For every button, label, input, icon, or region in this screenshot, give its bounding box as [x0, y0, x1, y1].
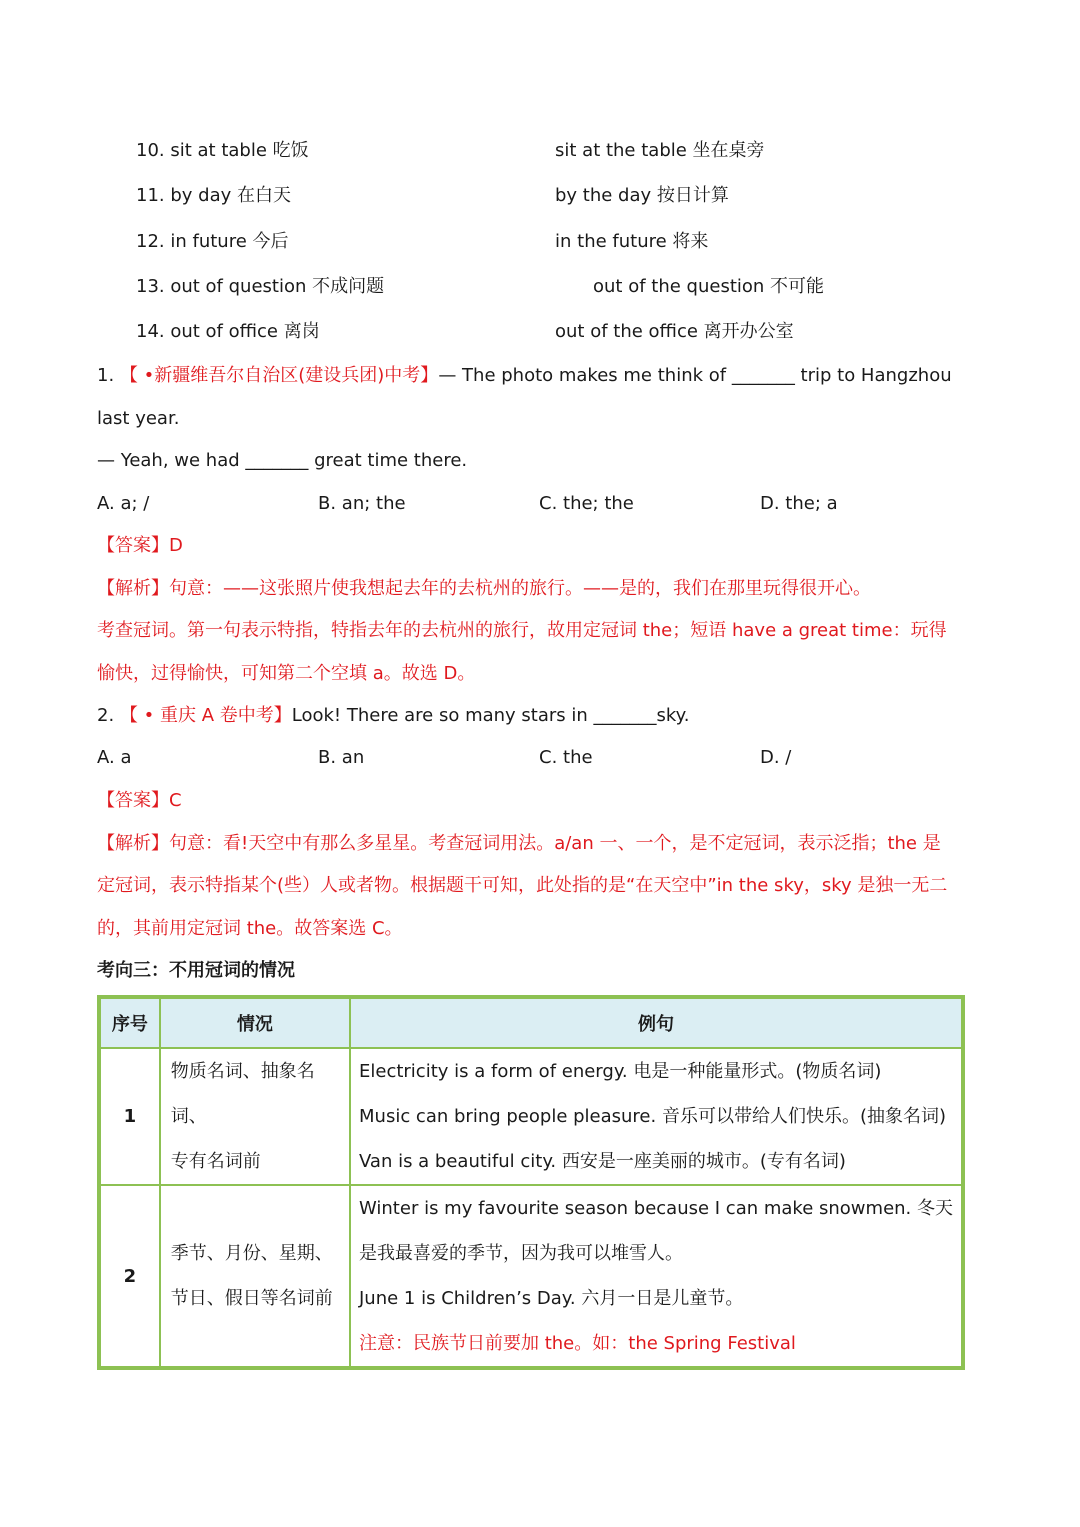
row-examples — [350, 1048, 963, 1185]
row-number: 2 — [99, 1185, 160, 1368]
note-text: 注意：民族节日前要加 the。如：the Spring Festival — [359, 1333, 796, 1354]
option-b: B. an; the — [318, 493, 406, 514]
answer: 【答案】C — [97, 790, 182, 811]
question-number: 2. — [97, 705, 115, 726]
phrase-left: 14. out of office 离岗 — [136, 321, 320, 342]
example-sentence: Winter is my favourite season because I can make snowmen. 冬天 — [359, 1198, 953, 1219]
table-header-row — [99, 997, 963, 1048]
question-source: 【 • 重庆 A 卷中考】 — [119, 705, 292, 726]
question-1-stem — [97, 363, 952, 389]
phrase-right: out of the question 不可能 — [593, 276, 825, 297]
question-number: 1. — [97, 365, 115, 386]
column-header-number: 序号 — [99, 997, 160, 1048]
example-sentence: Van is a beautiful city. 西安是一座美丽的城市。(专有名词) — [359, 1151, 846, 1172]
option-d: D. / — [760, 747, 792, 768]
question-text: last year. — [97, 408, 180, 429]
example-sentence: Electricity is a form of energy. 电是一种能量形式。(物质名词) — [359, 1061, 882, 1082]
analysis-line: 考查冠词。第一句表示特指，特指去年的去杭州的旅行，故用定冠词 the；短语 have a great time：玩得 — [97, 620, 947, 641]
analysis-line: 愉快，过得愉快，可知第二个空填 a。故选 D。 — [97, 663, 476, 684]
phrase-row — [0, 319, 1080, 345]
option-d: D. the; a — [760, 493, 838, 514]
row-examples — [350, 1185, 963, 1368]
phrase-right: sit at the table 坐在桌旁 — [555, 140, 765, 161]
question-text: Look! There are so many stars in _______sky. — [291, 705, 690, 726]
table-row — [99, 1048, 963, 1185]
analysis-line: 【解析】句意：看!天空中有那么多星星。考查冠词用法。a/an 一、一个，是不定冠词，表示泛指；the 是 — [97, 833, 941, 854]
column-header-examples: 例句 — [350, 997, 963, 1048]
option-c: C. the — [539, 747, 593, 768]
option-a: A. a; / — [97, 493, 150, 514]
phrase-left: 11. by day 在白天 — [136, 185, 291, 206]
example-sentence: 是我最喜爱的季节，因为我可以堆雪人。 — [359, 1243, 683, 1264]
table-row — [99, 1185, 963, 1368]
phrase-right: by the day 按日计算 — [555, 185, 729, 206]
question-2-stem — [97, 703, 689, 729]
phrase-right: in the future 将来 — [555, 231, 709, 252]
article-rules-table — [97, 995, 965, 1370]
phrase-left: 12. in future 今后 — [136, 231, 289, 252]
analysis-line: 的，其前用定冠词 the。故答案选 C。 — [97, 918, 403, 939]
phrase-row — [0, 183, 1080, 209]
phrase-row — [0, 274, 1080, 300]
phrase-row — [0, 138, 1080, 164]
question-text: — Yeah, we had _______ great time there. — [97, 450, 468, 471]
option-c: C. the; the — [539, 493, 634, 514]
option-b: B. an — [318, 747, 365, 768]
row-case — [160, 1185, 350, 1368]
row-case — [160, 1048, 350, 1185]
option-a: A. a — [97, 747, 132, 768]
answer: 【答案】D — [97, 535, 183, 556]
question-text: — The photo makes me think of _______ trip to Hangzhou — [438, 365, 952, 386]
case-text: 物质名词、抽象名词、 — [170, 1061, 315, 1127]
phrase-left: 13. out of question 不成问题 — [136, 276, 385, 297]
row-number: 1 — [99, 1048, 160, 1185]
example-sentence: Music can bring people pleasure. 音乐可以带给人们快乐。(抽象名词) — [359, 1106, 946, 1127]
case-text: 节日、假日等名词前 — [170, 1288, 333, 1309]
example-sentence: June 1 is Children’s Day. 六月一日是儿童节。 — [359, 1288, 744, 1309]
analysis-line: 定冠词，表示特指某个(些）人或者物。根据题干可知，此处指的是“在天空中”in the sky，sky 是独一无二 — [97, 875, 948, 896]
section-title: 考向三：不用冠词的情况 — [97, 960, 295, 981]
phrase-right: out of the office 离开办公室 — [555, 321, 794, 342]
case-text: 专有名词前 — [170, 1151, 261, 1172]
question-source: 【 •新疆维吾尔自治区(建设兵团)中考】 — [119, 365, 439, 386]
column-header-case: 情况 — [160, 997, 350, 1048]
phrase-left: 10. sit at table 吃饭 — [136, 140, 309, 161]
case-text: 季节、月份、星期、 — [170, 1243, 333, 1264]
phrase-row — [0, 229, 1080, 255]
analysis-line: 【解析】句意：——这张照片使我想起去年的去杭州的旅行。——是的，我们在那里玩得很开心。 — [97, 578, 871, 599]
